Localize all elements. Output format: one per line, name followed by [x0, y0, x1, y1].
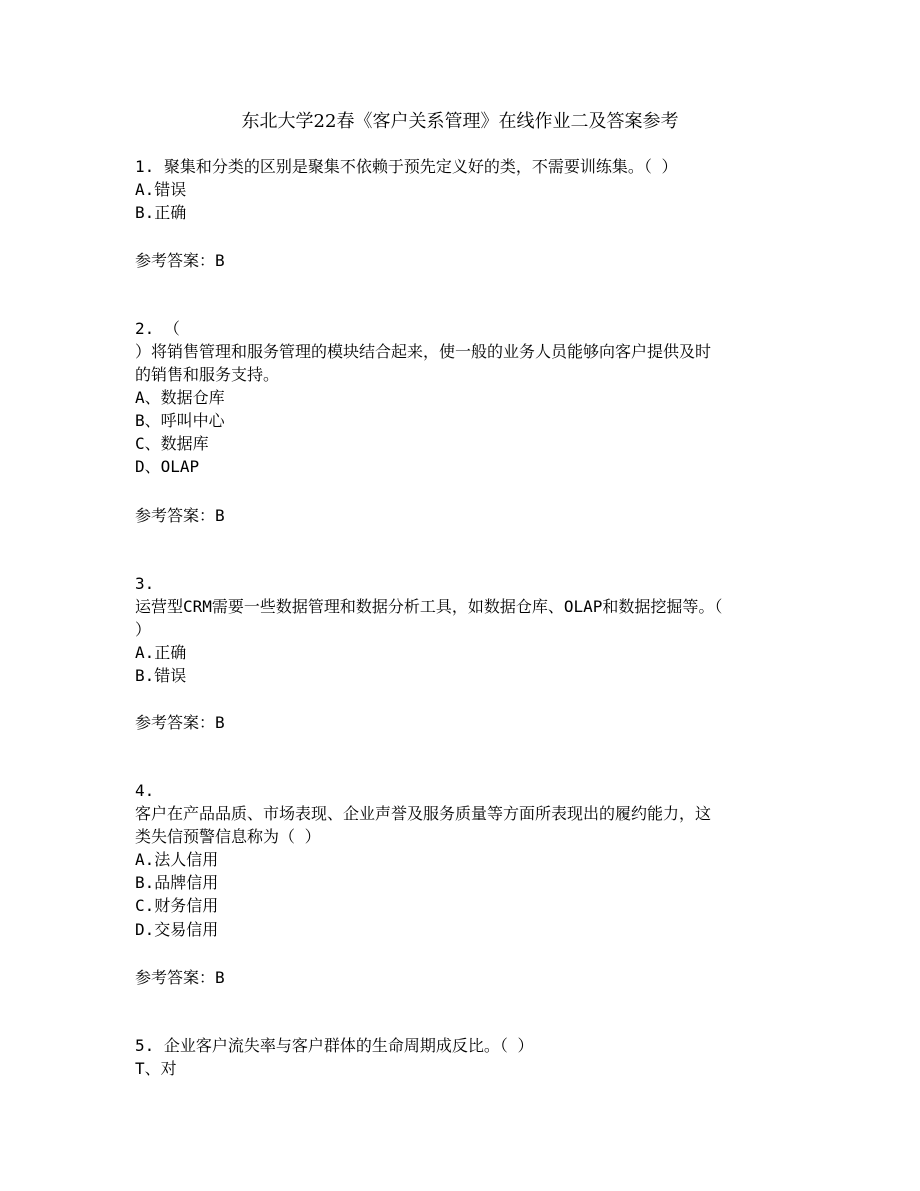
question-5-stem-line-1: 5. 企业客户流失率与客户群体的生命周期成反比。（ ） — [135, 1036, 534, 1055]
question-2-option-b: B、呼叫中心 — [135, 411, 225, 430]
question-2-stem-line-2: ）将销售管理和服务管理的模块结合起来，使一般的业务人员能够向客户提供及时 — [135, 342, 712, 361]
question-2-stem-line-3: 的销售和服务支持。 — [135, 365, 280, 384]
question-3-stem-line-1: 3. — [135, 574, 155, 593]
question-4-option-c: C.财务信用 — [135, 896, 219, 915]
question-1-answer: 参考答案：B — [135, 251, 225, 270]
question-3-option-b: B.错误 — [135, 666, 187, 685]
question-2-option-d: D、OLAP — [135, 457, 200, 476]
question-3-option-a: A.正确 — [135, 643, 187, 662]
question-3-stem-line-2: 运营型CRM需要一些数据管理和数据分析工具，如数据仓库、OLAP和数据挖掘等。（ — [135, 597, 723, 616]
question-3-stem-line-3: ） — [135, 620, 152, 639]
document-title: 东北大学22春《客户关系管理》在线作业二及答案参考 — [241, 111, 679, 132]
question-2-stem-line-1: 2. （ — [135, 319, 180, 338]
question-1-option-a: A.错误 — [135, 180, 187, 199]
question-4-option-b: B.品牌信用 — [135, 873, 219, 892]
question-3-answer: 参考答案：B — [135, 713, 225, 732]
question-1-stem-line-1: 1. 聚集和分类的区别是聚集不依赖于预先定义好的类，不需要训练集。（ ） — [135, 157, 678, 176]
question-4-option-a: A.法人信用 — [135, 850, 219, 869]
question-2-answer: 参考答案：B — [135, 506, 225, 525]
question-4-answer: 参考答案：B — [135, 968, 225, 987]
question-4-option-d: D.交易信用 — [135, 920, 219, 939]
question-4-stem-line-1: 4. — [135, 781, 155, 800]
question-1-option-b: B.正确 — [135, 203, 187, 222]
question-4-stem-line-2: 客户在产品品质、市场表现、企业声誉及服务质量等方面所表现出的履约能力，这 — [135, 804, 712, 823]
question-4-stem-line-3: 类失信预警信息称为（ ） — [135, 827, 321, 846]
question-2-option-a: A、数据仓库 — [135, 388, 225, 407]
question-2-option-c: C、数据库 — [135, 434, 209, 453]
question-5-option-t: T、对 — [135, 1059, 177, 1078]
